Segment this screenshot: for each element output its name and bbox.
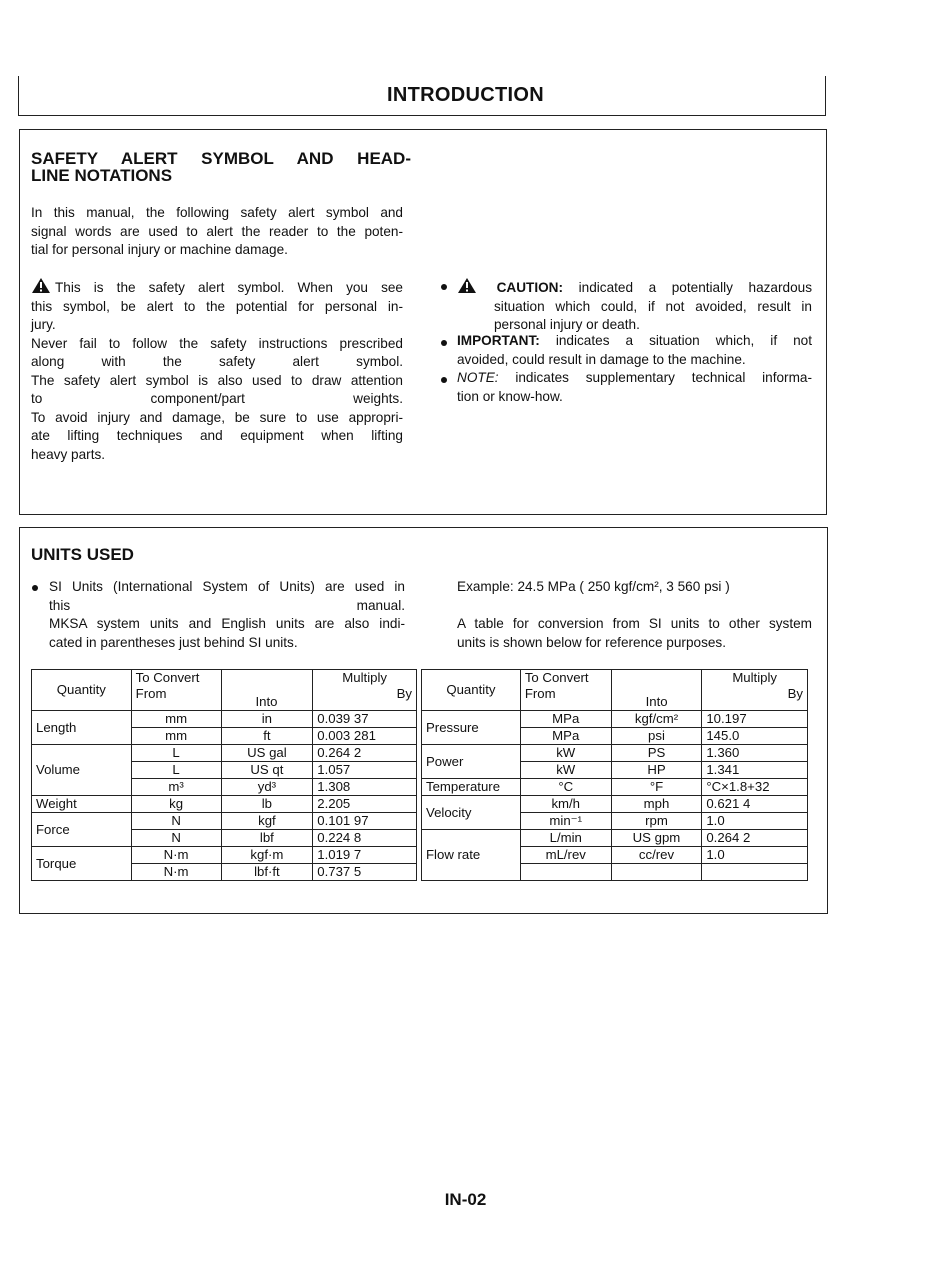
table-row: [422, 711, 808, 728]
table-cell: mm: [131, 728, 221, 745]
text-line: this manual.: [49, 597, 405, 613]
caution-notice: [457, 277, 812, 335]
table-cell: 0.003 281: [313, 728, 417, 745]
to-convert-label: To Convert: [524, 670, 589, 685]
table-cell: L: [131, 745, 221, 762]
multiply-by-header: [702, 670, 808, 711]
to-convert-header: [131, 670, 221, 711]
note-text-cont: tion or know-how.: [457, 388, 563, 404]
table-cell: min⁻¹: [520, 813, 611, 830]
alert-symbol-first-line: This is the safety alert symbol. When you see: [55, 280, 403, 295]
table-cell: N·m: [131, 847, 221, 864]
table-cell: Length: [32, 711, 132, 745]
page-title: INTRODUCTION: [387, 84, 544, 106]
text-line: In this manual, the following safety alert symbol and: [31, 205, 403, 220]
safety-alert-icon: [31, 277, 51, 294]
table-cell: °C×1.8+32: [702, 779, 808, 796]
table-cell: Pressure: [422, 711, 521, 745]
table-row: [422, 796, 808, 813]
important-label: IMPORTANT:: [457, 333, 540, 348]
bullet-dot: [441, 377, 447, 383]
example-text: Example: 24.5 MPa ( 250 kgf/cm², 3 560 psi ): [457, 579, 730, 594]
text-line: MKSA system units and English units are also indi-: [49, 616, 405, 631]
text-line: to component/part weights.: [31, 391, 403, 406]
table-cell: kW: [520, 762, 611, 779]
table-cell: 0.101 97: [313, 813, 417, 830]
text-line: tial for personal injury or machine damage.: [31, 242, 288, 257]
table-cell: N·m: [131, 864, 221, 881]
table-cell: cc/rev: [611, 847, 702, 864]
table-cell: 0.621 4: [702, 796, 808, 813]
safety-heading-line2: LINE NOTATIONS: [31, 166, 173, 185]
table-cell: lbf·ft: [221, 864, 313, 881]
table-cell: °F: [611, 779, 702, 796]
alert-symbol-paragraph: [31, 277, 403, 464]
table-row: [422, 830, 808, 847]
table-cell: m³: [131, 779, 221, 796]
table-row: [32, 711, 417, 728]
text-line: The safety alert symbol is also used to draw attention: [31, 372, 403, 388]
units-heading: UNITS USED: [31, 545, 134, 564]
table-cell: PS: [611, 745, 702, 762]
into-label: Into: [255, 694, 278, 709]
bullet-dot: [32, 585, 38, 591]
by-label: By: [787, 686, 803, 701]
table-cell: 0.264 2: [702, 830, 808, 847]
table-cell: 0.264 2: [313, 745, 417, 762]
text-line: To avoid injury and damage, be sure to use appropri-: [31, 409, 403, 425]
table-cell: Flow rate: [422, 830, 521, 881]
table-cell: N: [131, 813, 221, 830]
by-label: By: [396, 686, 412, 701]
into-header: [611, 670, 702, 711]
table-cell: 0.737 5: [313, 864, 417, 881]
table-cell: kgf/cm²: [611, 711, 702, 728]
text-line: signal words are used to alert the reader to the poten-: [31, 223, 403, 239]
table-cell: 1.308: [313, 779, 417, 796]
text-line: SI Units (International System of Units) are used in: [49, 579, 405, 594]
table-cell: HP: [611, 762, 702, 779]
table-row: [422, 779, 808, 796]
si-units-paragraph: [49, 578, 405, 652]
table-cell: in: [221, 711, 313, 728]
text-line: ate lifting techniques and equipment when lifting: [31, 428, 403, 443]
table-cell: L/min: [520, 830, 611, 847]
table-row: [32, 847, 417, 864]
multiply-label: Multiply: [342, 670, 387, 685]
table-cell: Torque: [32, 847, 132, 881]
table-cell: 1.057: [313, 762, 417, 779]
table-cell: °C: [520, 779, 611, 796]
table-cell: mph: [611, 796, 702, 813]
from-label: From: [135, 686, 167, 701]
text-line: situation which could, if not avoided, result in: [494, 298, 812, 314]
to-convert-label: To Convert: [135, 670, 200, 685]
text-line: this symbol, be alert to the potential for personal in-: [31, 298, 403, 314]
table-cell: kgf: [221, 813, 313, 830]
table-row: [32, 813, 417, 830]
bullet-dot: [441, 284, 447, 290]
table-cell: US gal: [221, 745, 313, 762]
note-text: indicates supplementary technical informa-: [515, 370, 812, 385]
table-cell: MPa: [520, 711, 611, 728]
table-cell: Force: [32, 813, 132, 847]
table-cell: 1.360: [702, 745, 808, 762]
bullet-dot: [441, 340, 447, 346]
table-cell: mm: [131, 711, 221, 728]
table-header-row: [32, 670, 417, 711]
table-note-paragraph: [457, 615, 812, 652]
important-text: indicates a situation which, if not: [555, 333, 813, 348]
table-cell: [611, 864, 702, 881]
table-cell: [702, 864, 808, 881]
conversion-table-left: [31, 669, 417, 881]
note-label: NOTE:: [457, 370, 499, 385]
table-cell: kg: [131, 796, 221, 813]
table-cell: L: [131, 762, 221, 779]
table-cell: Quantity: [422, 670, 521, 711]
caution-label: CAUTION:: [496, 280, 564, 295]
table-cell: psi: [611, 728, 702, 745]
multiply-by-header: [313, 670, 417, 711]
text-line: heavy parts.: [31, 446, 106, 462]
safety-heading-line1: SAFETY ALERT SYMBOL AND HEAD-: [31, 149, 411, 168]
caution-alert-icon: [457, 277, 477, 294]
important-text-cont: avoided, could result in damage to the machine.: [457, 351, 746, 367]
table-cell: kgf·m: [221, 847, 313, 864]
table-cell: 1.0: [702, 813, 808, 830]
table-cell: [520, 864, 611, 881]
table-cell: MPa: [520, 728, 611, 745]
table-cell: rpm: [611, 813, 702, 830]
table-cell: Volume: [32, 745, 132, 796]
table-row: [422, 745, 808, 762]
note-notice: [457, 369, 812, 406]
table-cell: 0.224 8: [313, 830, 417, 847]
text-line: A table for conversion from SI units to other system: [457, 616, 812, 631]
from-label: From: [524, 686, 556, 701]
table-cell: US qt: [221, 762, 313, 779]
conversion-table-right: [421, 669, 808, 881]
table-cell: kW: [520, 745, 611, 762]
table-cell: 145.0: [702, 728, 808, 745]
text-line: units is shown below for reference purposes.: [457, 634, 726, 650]
text-line: along with the safety alert symbol.: [31, 354, 403, 369]
table-cell: km/h: [520, 796, 611, 813]
table-row: [32, 745, 417, 762]
table-cell: ft: [221, 728, 313, 745]
caution-text: indicated a potentially hazardous: [578, 280, 812, 295]
into-header: [221, 670, 313, 711]
table-cell: Velocity: [422, 796, 521, 830]
table-cell: Power: [422, 745, 521, 779]
table-cell: 1.341: [702, 762, 808, 779]
text-line: jury.: [31, 317, 56, 332]
table-cell: US gpm: [611, 830, 702, 847]
important-notice: [457, 332, 812, 369]
safety-intro-paragraph: [31, 204, 403, 260]
table-cell: 10.197: [702, 711, 808, 728]
table-cell: yd³: [221, 779, 313, 796]
table-cell: 1.0: [702, 847, 808, 864]
table-row: [32, 796, 417, 813]
table-cell: 2.205: [313, 796, 417, 813]
table-header-row: [422, 670, 808, 711]
table-cell: Weight: [32, 796, 132, 813]
table-cell: lbf: [221, 830, 313, 847]
table-cell: 0.039 37: [313, 711, 417, 728]
table-cell: lb: [221, 796, 313, 813]
table-cell: 1.019 7: [313, 847, 417, 864]
table-cell: N: [131, 830, 221, 847]
multiply-label: Multiply: [732, 670, 778, 685]
text-line: cated in parentheses just behind SI units.: [49, 634, 298, 650]
table-cell: Temperature: [422, 779, 521, 796]
text-line: personal injury or death.: [494, 317, 640, 332]
into-label: Into: [645, 694, 668, 709]
table-cell: Quantity: [32, 670, 132, 711]
page-number: IN-02: [444, 1190, 487, 1209]
table-cell: mL/rev: [520, 847, 611, 864]
to-convert-header: [520, 670, 611, 711]
text-line: Never fail to follow the safety instructions prescribed: [31, 335, 403, 351]
